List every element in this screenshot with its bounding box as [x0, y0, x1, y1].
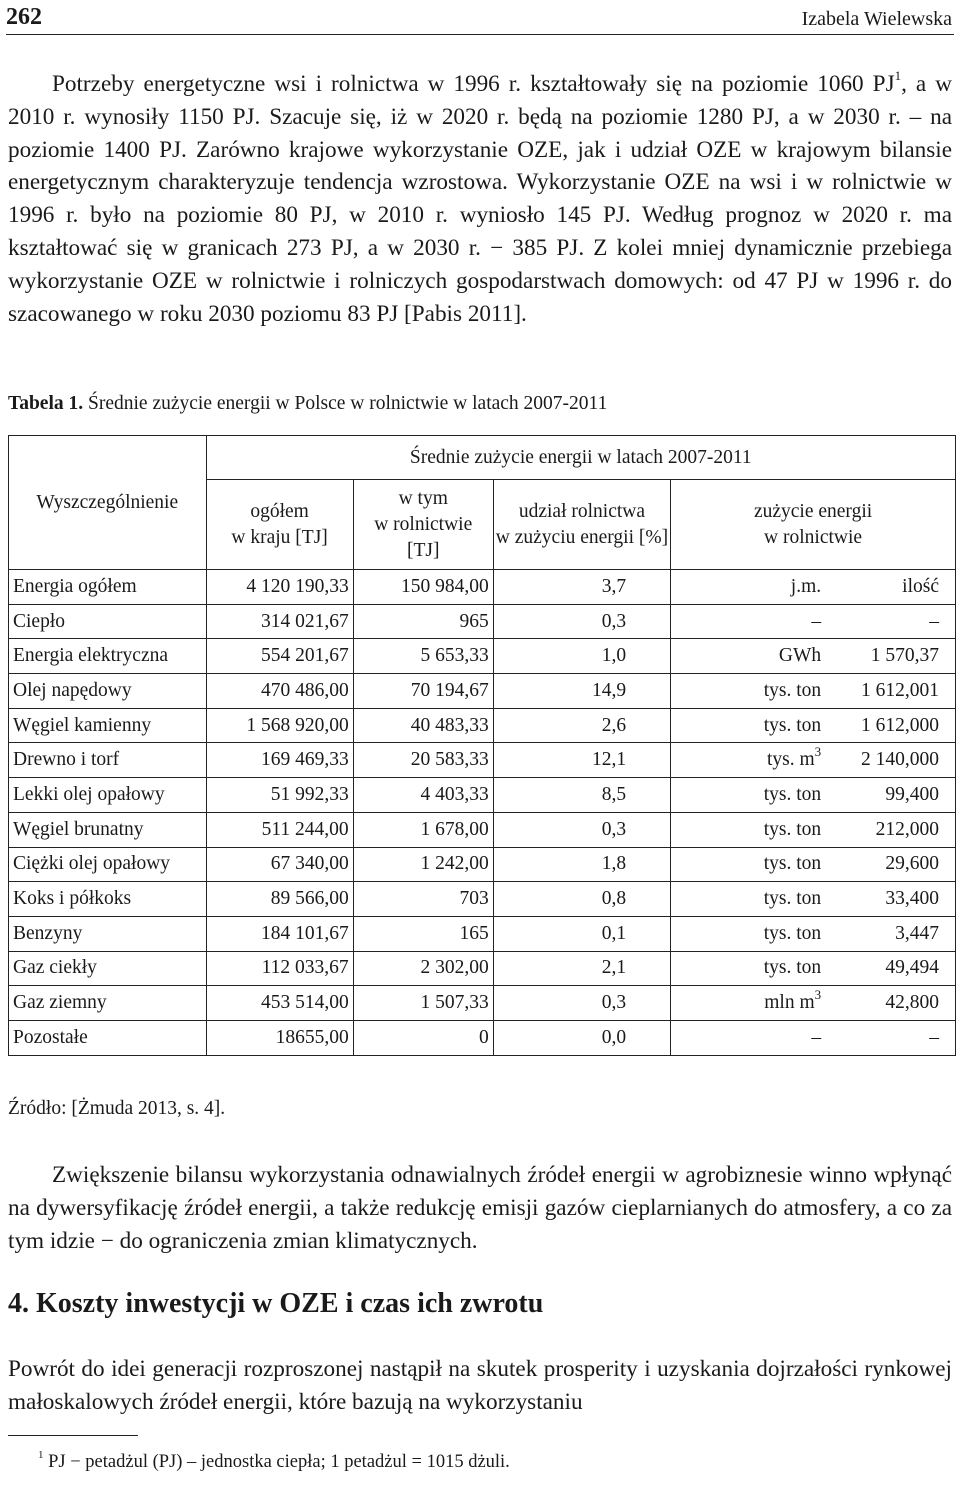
cell-total: 18655,00	[206, 1020, 353, 1055]
cell-total: 314 021,67	[206, 604, 353, 639]
footnote-separator	[8, 1435, 138, 1436]
unit-text: –	[811, 610, 822, 632]
row-category: Lekki olej opałowy	[9, 778, 207, 813]
row-category: Energia elektryczna	[9, 639, 207, 674]
cell-agri: 1 242,00	[353, 847, 493, 882]
row-category: Koks i półkoks	[9, 882, 207, 917]
paragraph-1-text-cont: , a w 2010 r. wynosiły 1150 PJ. Szacuje się, iż w 2020 r. będą na poziomie 1280 PJ, a w 2030 r. – na poziomie 1400 PJ. Zarówno krajowe wykorzystanie OZE, jak i udział OZE w krajowym bilansie energetycznym charakteryzuje tendencja wzrostowa. Wykorzystanie OZE na wsi i w rolnictwie w 1996 r. było na poziomie 80 PJ, w 2010 r. wyniosło 145 PJ. Według prognoz w 2020 r. ma kształtować się w granicach 273 PJ, a w 2030 r. − 385 PJ. Z kolei mniej dynamicznie przebiega wykorzystanie OZE w rolnictwie i rolniczych gospodarstwach domowych: od 47 PJ w 1996 r. do szacowanego w roku 2030 poziomu 83 PJ [Pabis 2011].	[8, 71, 952, 327]
cell-energy-use	[671, 986, 956, 1021]
col-header-agri-l2: w rolnictwie	[374, 513, 473, 535]
cell-unit	[671, 576, 821, 598]
row-category: Gaz ciekły	[9, 951, 207, 986]
table-row	[9, 570, 956, 605]
table-caption	[8, 393, 607, 415]
cell-energy-use	[671, 1020, 956, 1055]
unit-text: tys. ton	[763, 853, 822, 875]
table-source: Źródło: [Żmuda 2013, s. 4].	[8, 1098, 226, 1119]
col-header-use-l1: zużycie energii	[753, 500, 873, 522]
cell-energy-use	[671, 882, 956, 917]
table-row	[9, 812, 956, 847]
col-header-use	[671, 480, 956, 570]
group-header: Średnie zużycie energii w latach 2007-2011	[206, 436, 955, 480]
cell-total: 511 244,00	[206, 812, 353, 847]
page-header	[6, 4, 954, 35]
cell-amount: 33,400	[885, 888, 939, 910]
unit-text: tys. ton	[763, 714, 822, 736]
cell-unit	[671, 853, 821, 875]
col-header-share	[493, 480, 670, 570]
col-header-agri-l3: [TJ]	[406, 539, 440, 561]
col-header-total-l1: ogółem	[250, 500, 309, 522]
section-heading: 4. Koszty inwestycji w OZE i czas ich zwrotu	[8, 1288, 544, 1319]
table-row	[9, 986, 956, 1021]
cell-total: 51 992,33	[206, 778, 353, 813]
cell-total: 184 101,67	[206, 916, 353, 951]
table-header-row	[9, 436, 956, 480]
row-category: Olej napędowy	[9, 674, 207, 709]
paragraph-3-text: Powrót do idei generacji rozproszonej nastąpił na skutek prosperity i uzyskania dojrzałości rynkowej małoskalowych źródeł energii, które bazują na wykorzystaniu	[8, 1356, 952, 1415]
cell-share: 0,0	[493, 1020, 670, 1055]
cell-total: 89 566,00	[206, 882, 353, 917]
table-row	[9, 882, 956, 917]
cell-share: 12,1	[493, 743, 670, 778]
cell-amount: –	[929, 610, 939, 632]
unit-sup: 3	[814, 986, 822, 1002]
footnote	[38, 1448, 510, 1473]
cell-share: 0,1	[493, 916, 670, 951]
table-row	[9, 604, 956, 639]
cell-unit	[671, 645, 821, 667]
cell-agri: 165	[353, 916, 493, 951]
cell-agri: 40 483,33	[353, 708, 493, 743]
row-category: Węgiel kamienny	[9, 708, 207, 743]
paragraph-2	[8, 1159, 952, 1257]
cell-share: 8,5	[493, 778, 670, 813]
cell-agri: 150 984,00	[353, 570, 493, 605]
col-header-share-l1: udział rolnictwa	[518, 500, 646, 522]
table-row	[9, 639, 956, 674]
cell-unit	[671, 680, 821, 702]
cell-energy-use	[671, 639, 956, 674]
paragraph-1	[8, 68, 952, 330]
col-header-category: Wyszczególnienie	[9, 436, 207, 570]
unit-text: –	[811, 1026, 822, 1048]
paragraph-1-text: Potrzeby energetyczne wsi i rolnictwa w 1996 r. kształtowały się na poziomie 1060 PJ	[52, 71, 895, 97]
cell-unit	[671, 957, 821, 979]
cell-amount: 42,800	[885, 992, 939, 1014]
row-category: Ciepło	[9, 604, 207, 639]
col-header-total	[206, 480, 353, 570]
cell-amount: 1 612,001	[861, 679, 939, 701]
footnote-ref: 1	[894, 68, 902, 84]
table-row	[9, 847, 956, 882]
cell-unit	[671, 715, 821, 737]
cell-share: 0,8	[493, 882, 670, 917]
cell-share: 1,0	[493, 639, 670, 674]
row-category: Pozostałe	[9, 1020, 207, 1055]
cell-share: 14,9	[493, 674, 670, 709]
cell-agri: 2 302,00	[353, 951, 493, 986]
cell-agri: 70 194,67	[353, 674, 493, 709]
cell-unit	[671, 743, 822, 771]
cell-amount: 99,400	[885, 783, 939, 805]
cell-energy-use	[671, 743, 956, 778]
cell-energy-use	[671, 604, 956, 639]
cell-energy-use	[671, 812, 956, 847]
unit-text: tys. ton	[763, 679, 822, 701]
table-row	[9, 916, 956, 951]
footnote-text: PJ − petadżul (PJ) – jednostka ciepła; 1 petadżul = 1015 dżuli.	[48, 1452, 510, 1472]
table-row	[9, 743, 956, 778]
footnote-mark: 1	[38, 1448, 44, 1461]
unit-text: tys. ton	[763, 783, 822, 805]
cell-amount: –	[929, 1026, 939, 1048]
cell-unit	[671, 1027, 821, 1049]
cell-total: 554 201,67	[206, 639, 353, 674]
running-author: Izabela Wielewska	[801, 8, 952, 30]
cell-total: 453 514,00	[206, 986, 353, 1021]
row-category: Węgiel brunatny	[9, 812, 207, 847]
unit-text: j.m.	[790, 575, 822, 597]
cell-unit	[671, 784, 821, 806]
unit-text: tys. m	[766, 749, 815, 771]
cell-energy-use	[671, 916, 956, 951]
cell-total: 67 340,00	[206, 847, 353, 882]
table-row	[9, 674, 956, 709]
cell-energy-use	[671, 570, 956, 605]
cell-share: 0,3	[493, 986, 670, 1021]
cell-energy-use	[671, 951, 956, 986]
cell-agri: 4 403,33	[353, 778, 493, 813]
cell-agri: 1 678,00	[353, 812, 493, 847]
cell-energy-use	[671, 778, 956, 813]
unit-text: tys. ton	[763, 888, 822, 910]
energy-table	[8, 435, 956, 1056]
paragraph-3	[8, 1353, 952, 1419]
col-header-agri	[353, 480, 493, 570]
cell-share: 2,6	[493, 708, 670, 743]
cell-energy-use	[671, 708, 956, 743]
col-header-total-l2: w kraju [TJ]	[231, 526, 328, 548]
cell-unit	[671, 923, 821, 945]
table-caption-label: Tabela 1.	[8, 393, 84, 414]
table-row	[9, 1020, 956, 1055]
cell-amount: 1 570,37	[870, 645, 939, 667]
cell-agri: 5 653,33	[353, 639, 493, 674]
cell-agri: 965	[353, 604, 493, 639]
cell-energy-use	[671, 674, 956, 709]
cell-unit	[671, 611, 821, 633]
unit-text: GWh	[778, 645, 822, 667]
row-category: Benzyny	[9, 916, 207, 951]
row-category: Ciężki olej opałowy	[9, 847, 207, 882]
cell-agri: 20 583,33	[353, 743, 493, 778]
cell-unit	[671, 819, 821, 841]
unit-sup: 3	[814, 743, 822, 759]
col-header-share-l2: w zużyciu energii [%]	[495, 526, 669, 548]
cell-total: 4 120 190,33	[206, 570, 353, 605]
cell-agri: 703	[353, 882, 493, 917]
col-header-agri-l1: w tym	[398, 487, 448, 509]
row-category: Gaz ziemny	[9, 986, 207, 1021]
cell-amount: 49,494	[885, 957, 939, 979]
table-row	[9, 778, 956, 813]
page-number: 262	[6, 4, 42, 30]
cell-amount: ilość	[902, 575, 939, 597]
unit-text: tys. ton	[763, 818, 822, 840]
cell-unit	[671, 986, 822, 1014]
cell-amount: 29,600	[885, 853, 939, 875]
cell-amount: 212,000	[875, 818, 939, 840]
cell-total: 1 568 920,00	[206, 708, 353, 743]
cell-share: 2,1	[493, 951, 670, 986]
row-category: Drewno i torf	[9, 743, 207, 778]
table-row	[9, 708, 956, 743]
table-row	[9, 951, 956, 986]
unit-text: tys. ton	[763, 922, 822, 944]
cell-total: 169 469,33	[206, 743, 353, 778]
row-category: Energia ogółem	[9, 570, 207, 605]
cell-unit	[671, 888, 821, 910]
cell-share: 3,7	[493, 570, 670, 605]
cell-energy-use	[671, 847, 956, 882]
cell-total: 112 033,67	[206, 951, 353, 986]
cell-amount: 2 140,000	[861, 749, 939, 771]
cell-share: 0,3	[493, 604, 670, 639]
cell-amount: 1 612,000	[861, 714, 939, 736]
cell-agri: 1 507,33	[353, 986, 493, 1021]
cell-agri: 0	[353, 1020, 493, 1055]
col-header-use-l2: w rolnictwie	[764, 526, 863, 548]
cell-amount: 3,447	[895, 922, 939, 944]
unit-text: tys. ton	[763, 957, 822, 979]
unit-text: mln m	[764, 992, 815, 1014]
cell-share: 1,8	[493, 847, 670, 882]
table-caption-text: Średnie zużycie energii w Polsce w rolnictwie w latach 2007-2011	[88, 393, 608, 414]
cell-share: 0,3	[493, 812, 670, 847]
cell-total: 470 486,00	[206, 674, 353, 709]
paragraph-2-text: Zwiększenie bilansu wykorzystania odnawialnych źródeł energii w agrobiznesie winno wpłynąć na dywersyfikację źródeł energii, a także redukcję emisji gazów cieplarnianych do atmosfery, a co za tym idzie − do ograniczenia zmian klimatycznych.	[8, 1162, 952, 1254]
